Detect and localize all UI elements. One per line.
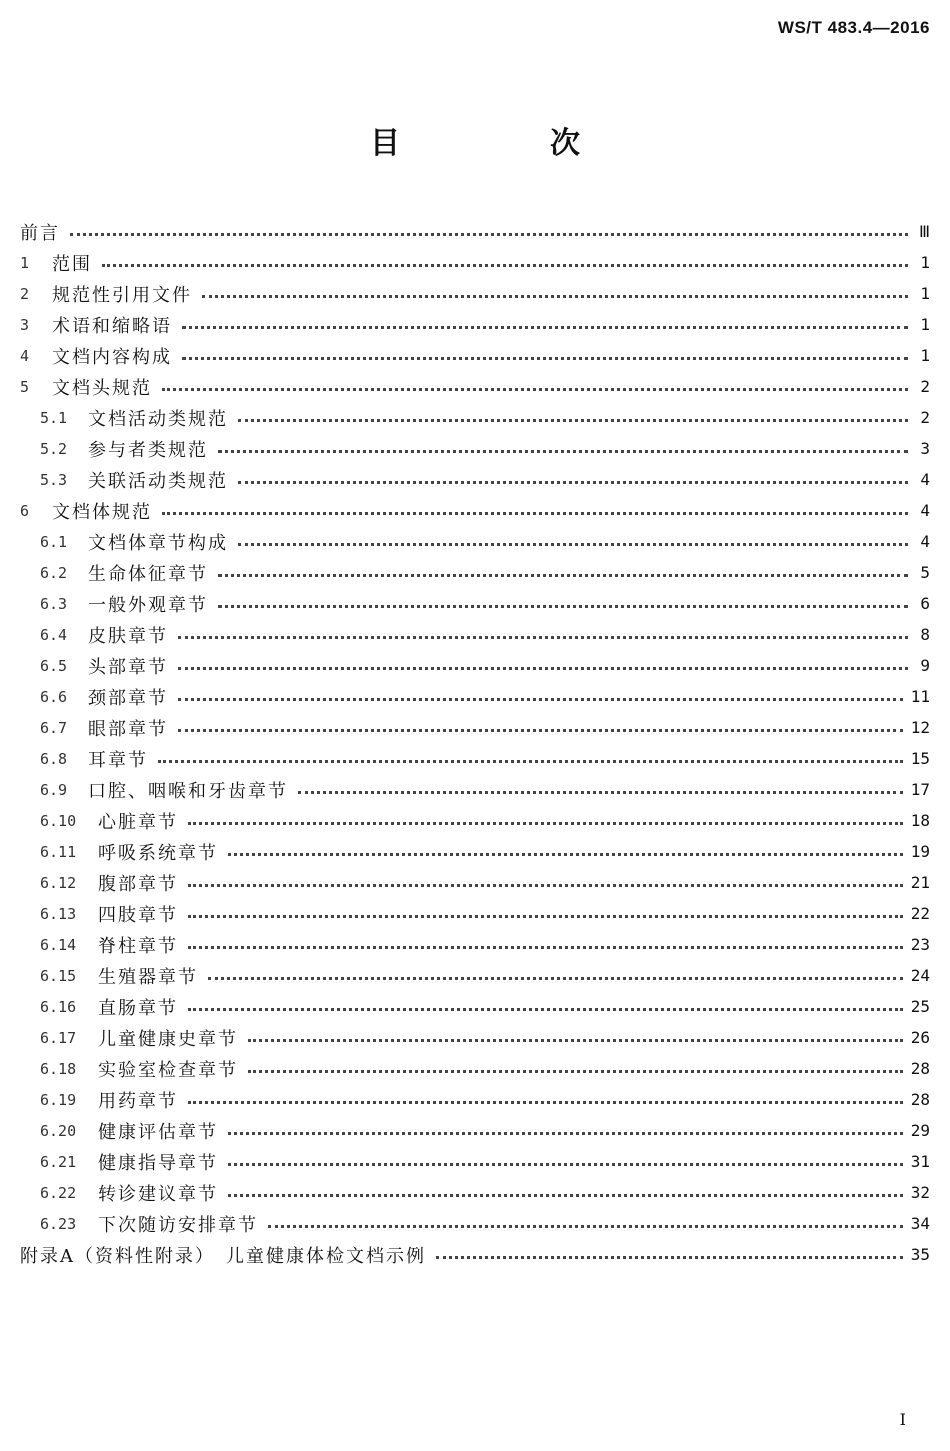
toc-dot-leader	[162, 512, 908, 515]
toc-entry-label: 文档体章节构成	[88, 532, 228, 554]
toc-entry-number: 6.23	[40, 1214, 77, 1233]
toc-dot-leader	[248, 1070, 903, 1073]
toc-entry-label: 耳章节	[88, 749, 148, 771]
toc-entry-label: 转诊建议章节	[98, 1183, 218, 1205]
toc-dot-leader	[238, 419, 908, 422]
toc-entry-label: 下次随访安排章节	[98, 1214, 258, 1236]
page-title: 目 次	[370, 126, 640, 161]
toc-entry-page: 4	[920, 470, 930, 489]
toc-entry-page: 25	[910, 997, 930, 1016]
toc-entry-number: 2	[20, 284, 30, 303]
toc-dot-leader	[188, 915, 903, 918]
toc-dot-leader	[218, 605, 908, 608]
toc-entry-label: 一般外观章节	[88, 594, 208, 616]
toc-entry-number: 6.18	[40, 1059, 77, 1078]
toc-entry-number: 1	[20, 253, 30, 272]
toc-entry-number: 6.1	[40, 532, 68, 551]
toc-dot-leader	[162, 388, 908, 391]
toc-entry-page: 18	[910, 811, 930, 830]
toc-entry[interactable]	[20, 960, 930, 991]
toc-entry[interactable]	[20, 1239, 930, 1270]
toc-entry-page: 35	[910, 1245, 930, 1264]
toc-entry-number: 6.20	[40, 1121, 77, 1140]
toc-entry[interactable]	[20, 464, 930, 495]
toc-entry-label: 脊柱章节	[98, 935, 178, 957]
toc-entry[interactable]	[20, 309, 930, 340]
toc-dot-leader	[238, 481, 908, 484]
toc-dot-leader	[298, 791, 903, 794]
toc-dot-leader	[238, 543, 908, 546]
toc-entry-page: 1	[920, 253, 930, 272]
toc-entry[interactable]	[20, 619, 930, 650]
toc-entry-page: 1	[920, 315, 930, 334]
toc-entry-page: 17	[910, 780, 930, 799]
toc-entry-number: 6.13	[40, 904, 77, 923]
toc-entry[interactable]	[20, 1177, 930, 1208]
toc-entry[interactable]	[20, 371, 930, 402]
toc-entry-page: 23	[910, 935, 930, 954]
toc-entry-label: 文档内容构成	[52, 346, 172, 368]
toc-entry-page: 4	[920, 532, 930, 551]
toc-entry-page: 22	[910, 904, 930, 923]
toc-entry-number: 6.12	[40, 873, 77, 892]
toc-entry-label: 生命体征章节	[88, 563, 208, 585]
toc-entry[interactable]	[20, 278, 930, 309]
toc-entry-label: 眼部章节	[88, 718, 168, 740]
toc-entry-page: Ⅲ	[918, 222, 930, 241]
toc-dot-leader	[178, 698, 903, 701]
toc-entry-number: 6.10	[40, 811, 77, 830]
toc-entry-page: 11	[910, 687, 930, 706]
toc-dot-leader	[182, 357, 908, 360]
toc-entry[interactable]	[20, 433, 930, 464]
toc-entry-label: 呼吸系统章节	[98, 842, 218, 864]
toc-entry-label: 规范性引用文件	[52, 284, 192, 306]
toc-entry[interactable]	[20, 247, 930, 278]
toc-entry[interactable]	[20, 495, 930, 526]
toc-dot-leader	[228, 1194, 903, 1197]
toc-dot-leader	[228, 1132, 903, 1135]
toc-entry-page: 34	[910, 1214, 930, 1233]
toc-entry-number: 6.4	[40, 625, 68, 644]
toc-entry-page: 1	[920, 284, 930, 303]
toc-dot-leader	[70, 233, 908, 236]
toc-entry-label: 范围	[52, 253, 92, 275]
toc-entry[interactable]	[20, 402, 930, 433]
toc-entry[interactable]	[20, 1053, 930, 1084]
toc-dot-leader	[188, 822, 903, 825]
toc-entry-number: 6.9	[40, 780, 68, 799]
toc-entry[interactable]	[20, 805, 930, 836]
toc-entry-label: 关联活动类规范	[88, 470, 228, 492]
toc-dot-leader	[208, 977, 903, 980]
toc-dot-leader	[188, 1008, 903, 1011]
toc-entry-page: 8	[920, 625, 930, 644]
toc-entry-number: 6.15	[40, 966, 77, 985]
toc-entry-page: 2	[920, 377, 930, 396]
toc-entry-page: 4	[920, 501, 930, 520]
toc-entry[interactable]	[20, 526, 930, 557]
toc-entry[interactable]	[20, 340, 930, 371]
toc-entry[interactable]	[20, 650, 930, 681]
toc-entry[interactable]	[20, 1208, 930, 1239]
toc-dot-leader	[178, 667, 908, 670]
toc-entry-number: 6.3	[40, 594, 68, 613]
toc-entry-label: 健康评估章节	[98, 1121, 218, 1143]
toc-dot-leader	[102, 264, 908, 267]
toc-entry-number: 6	[20, 501, 30, 520]
toc-entry-number: 6.16	[40, 997, 77, 1016]
toc-entry-label: 用药章节	[98, 1090, 178, 1112]
toc-entry-number: 6.21	[40, 1152, 77, 1171]
toc-entry-page: 5	[920, 563, 930, 582]
toc-entry-label: 健康指导章节	[98, 1152, 218, 1174]
toc-entry[interactable]	[20, 681, 930, 712]
toc-entry-number: 4	[20, 346, 30, 365]
toc-dot-leader	[202, 295, 908, 298]
toc-entry-page: 24	[910, 966, 930, 985]
toc-entry-label: 头部章节	[88, 656, 168, 678]
toc-entry-number: 6.17	[40, 1028, 77, 1047]
toc-dot-leader	[218, 574, 908, 577]
toc-entry-page: 31	[910, 1152, 930, 1171]
toc-entry[interactable]	[20, 929, 930, 960]
toc-entry-page: 29	[910, 1121, 930, 1140]
toc-entry-number: 5.1	[40, 408, 68, 427]
toc-entry-number: 5.3	[40, 470, 68, 489]
toc-entry-number: 6.2	[40, 563, 68, 582]
toc-entry[interactable]	[20, 898, 930, 929]
toc-entry-number: 6.22	[40, 1183, 77, 1202]
toc-entry-label: 文档头规范	[52, 377, 152, 399]
toc-entry-label: 儿童健康史章节	[98, 1028, 238, 1050]
toc-entry-page: 26	[910, 1028, 930, 1047]
toc-dot-leader	[182, 326, 908, 329]
toc-entry[interactable]	[20, 1084, 930, 1115]
toc-entry-label: 腹部章节	[98, 873, 178, 895]
toc-entry-label: 术语和缩略语	[52, 315, 172, 337]
toc-dot-leader	[248, 1039, 903, 1042]
page-number-footer: Ⅰ	[899, 1410, 906, 1429]
toc-entry-page: 3	[920, 439, 930, 458]
toc-entry-label: 颈部章节	[88, 687, 168, 709]
toc-entry-page: 28	[910, 1059, 930, 1078]
toc-entry[interactable]	[20, 216, 930, 247]
toc-dot-leader	[228, 1163, 903, 1166]
toc-entry-page: 15	[910, 749, 930, 768]
toc-entry-number: 6.19	[40, 1090, 77, 1109]
toc-entry-page: 19	[910, 842, 930, 861]
toc-entry-number: 6.14	[40, 935, 77, 954]
toc-entry-page: 12	[910, 718, 930, 737]
toc-entry-number: 6.7	[40, 718, 68, 737]
toc-entry-label: 文档体规范	[52, 501, 152, 523]
toc-dot-leader	[268, 1225, 903, 1228]
toc-dot-leader	[158, 760, 903, 763]
toc-entry-number: 5	[20, 377, 30, 396]
toc-dot-leader	[188, 946, 903, 949]
toc-dot-leader	[436, 1256, 903, 1259]
toc-entry-number: 6.11	[40, 842, 77, 861]
toc-entry[interactable]	[20, 991, 930, 1022]
toc-entry-page: 9	[920, 656, 930, 675]
toc-entry-label: 前言	[20, 222, 60, 244]
toc-entry-number: 6.6	[40, 687, 68, 706]
toc-entry-label: 生殖器章节	[98, 966, 198, 988]
toc-entry-page: 6	[920, 594, 930, 613]
table-of-contents	[20, 216, 930, 1270]
toc-dot-leader	[178, 729, 903, 732]
toc-entry-page: 21	[910, 873, 930, 892]
toc-entry-number: 6.8	[40, 749, 68, 768]
toc-entry-label: 附录A（资料性附录） 儿童健康体检文档示例	[20, 1245, 426, 1267]
toc-entry[interactable]	[20, 743, 930, 774]
toc-entry-label: 四肢章节	[98, 904, 178, 926]
toc-entry[interactable]	[20, 712, 930, 743]
toc-entry-label: 直肠章节	[98, 997, 178, 1019]
toc-entry-number: 3	[20, 315, 30, 334]
toc-entry-label: 心脏章节	[98, 811, 178, 833]
toc-entry-label: 文档活动类规范	[88, 408, 228, 430]
toc-dot-leader	[188, 1101, 903, 1104]
toc-entry-number: 6.5	[40, 656, 68, 675]
toc-entry-page: 1	[920, 346, 930, 365]
toc-dot-leader	[228, 853, 903, 856]
toc-entry[interactable]	[20, 1115, 930, 1146]
toc-dot-leader	[218, 450, 908, 453]
standard-code: WS/T 483.4—2016	[777, 18, 930, 37]
toc-entry-label: 皮肤章节	[88, 625, 168, 647]
toc-entry[interactable]	[20, 557, 930, 588]
toc-entry[interactable]	[20, 867, 930, 898]
toc-dot-leader	[188, 884, 903, 887]
toc-entry-label: 实验室检查章节	[98, 1059, 238, 1081]
toc-entry[interactable]	[20, 836, 930, 867]
toc-entry-page: 28	[910, 1090, 930, 1109]
toc-entry-page: 32	[910, 1183, 930, 1202]
toc-entry[interactable]	[20, 1022, 930, 1053]
toc-entry[interactable]	[20, 774, 930, 805]
toc-entry-label: 口腔、咽喉和牙齿章节	[88, 780, 288, 802]
toc-entry-page: 2	[920, 408, 930, 427]
toc-entry-number: 5.2	[40, 439, 68, 458]
toc-entry-label: 参与者类规范	[88, 439, 208, 461]
toc-entry[interactable]	[20, 1146, 930, 1177]
toc-entry[interactable]	[20, 588, 930, 619]
toc-dot-leader	[178, 636, 908, 639]
